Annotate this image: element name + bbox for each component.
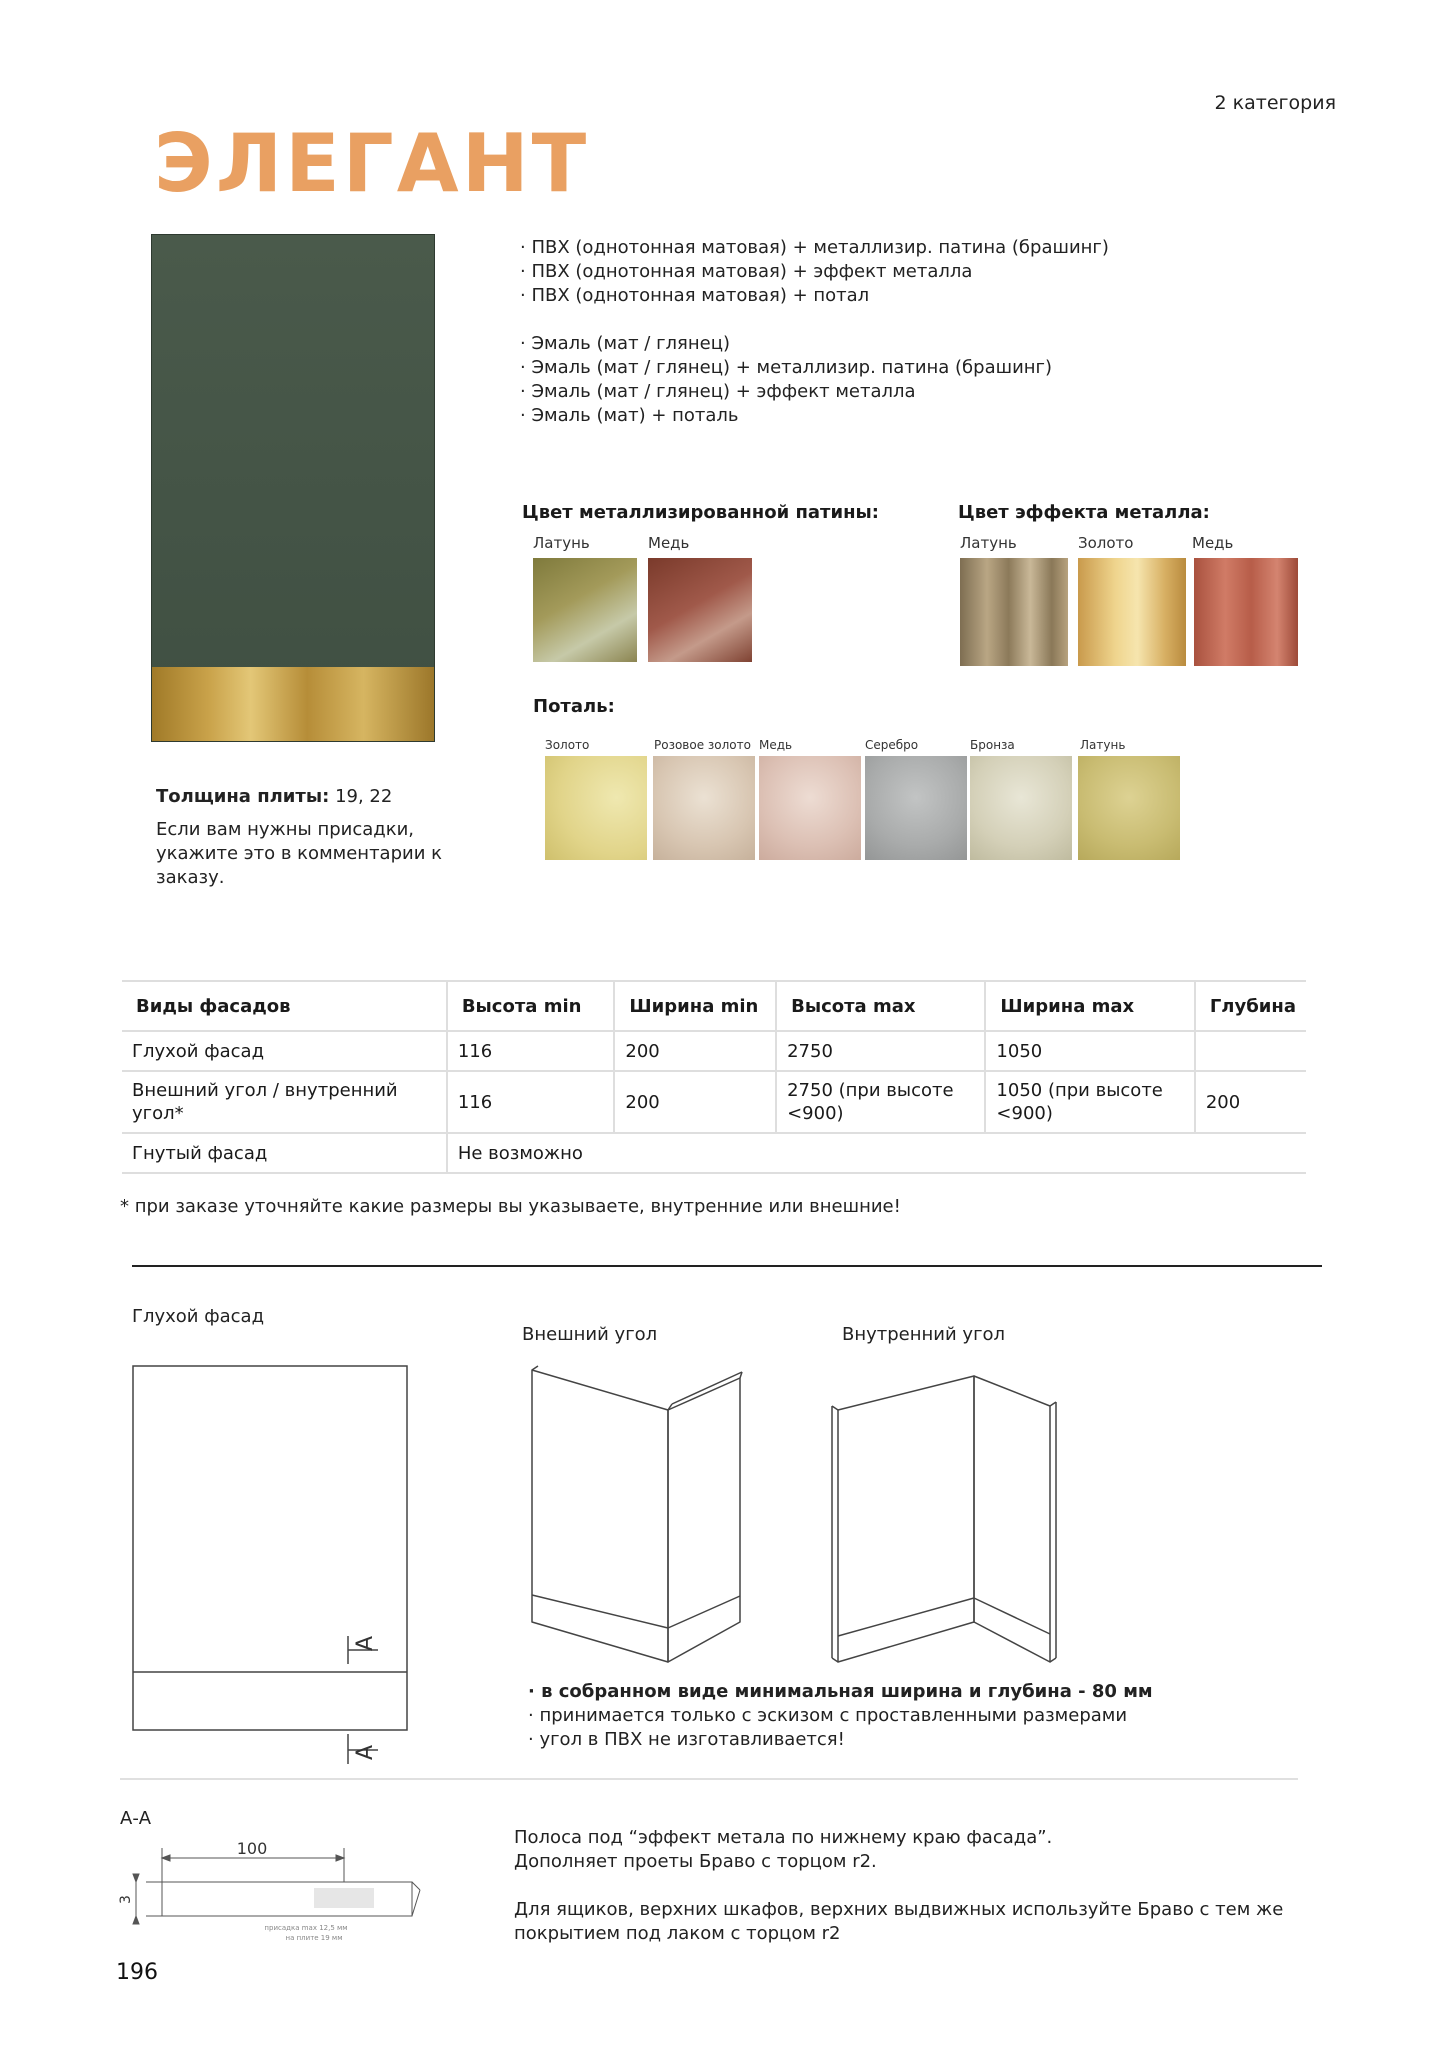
swatch-label: Золото xyxy=(1078,534,1134,552)
finish-option: · ПВХ (однотонная матовая) + металлизир. патина (брашинг) xyxy=(520,237,1109,258)
outer-corner-label: Внешний угол xyxy=(522,1324,658,1345)
finish-option: · ПВХ (однотонная матовая) + потал xyxy=(520,285,870,306)
drill-note: присадка max 12,5 мм xyxy=(264,1924,348,1932)
silver-potal-swatch xyxy=(865,756,967,860)
table-row xyxy=(122,1071,1306,1133)
swatch-label: Медь xyxy=(1192,534,1234,552)
column-header: Глубина xyxy=(1195,981,1306,1031)
finish-options-list xyxy=(520,236,1109,428)
thickness-value: 19, 22 xyxy=(329,786,393,807)
strip-note-line: Полоса под “эффект метала по нижнему краю фасада”. xyxy=(514,1827,1053,1848)
rose-gold-potal-swatch xyxy=(653,756,755,860)
thickness-info xyxy=(156,786,392,807)
divider xyxy=(132,1265,1322,1267)
column-header: Высота max xyxy=(776,981,985,1031)
swatch-label: Медь xyxy=(648,534,690,552)
swatch-label: Латунь xyxy=(533,534,590,552)
potal-title: Поталь: xyxy=(533,696,615,717)
table-cell: 116 xyxy=(447,1031,615,1071)
table-row xyxy=(122,1031,1306,1071)
table-cell: 200 xyxy=(1195,1071,1306,1133)
brass-patina-swatch xyxy=(533,558,637,662)
strip-note-line: Для ящиков, верхних шкафов, верхних выдвижных используйте Браво с тем же xyxy=(514,1899,1284,1920)
finish-option: · Эмаль (мат) + поталь xyxy=(520,405,739,426)
section-mark: A xyxy=(353,1744,378,1760)
gold-potal-swatch xyxy=(545,756,647,860)
metal-effect-title: Цвет эффекта металла: xyxy=(958,502,1210,523)
section-mark: A xyxy=(353,1635,378,1651)
brass-potal-swatch xyxy=(1078,756,1180,860)
blind-facade-label: Глухой фасад xyxy=(132,1306,265,1327)
table-cell: 200 xyxy=(614,1031,776,1071)
swatch-label: Латунь xyxy=(1080,738,1126,752)
copper-metal-swatch xyxy=(1194,558,1298,666)
footnote: * при заказе уточняйте какие размеры вы указываете, внутренние или внешние! xyxy=(120,1196,901,1217)
finish-option: · ПВХ (однотонная матовая) + эффект металла xyxy=(520,261,973,282)
table-cell: Гнутый фасад xyxy=(122,1133,447,1173)
drill-note: на плите 19 мм xyxy=(285,1934,343,1942)
table-cell: 2750 (при высоте <900) xyxy=(776,1071,985,1133)
column-header: Виды фасадов xyxy=(122,981,447,1031)
table-cell: 1050 (при высоте <900) xyxy=(985,1071,1194,1133)
swatch-label: Розовое золото xyxy=(654,738,751,752)
facade-sample-image xyxy=(151,234,435,742)
drilling-note: Если вам нужны присадки, укажите это в комментарии к заказу. xyxy=(156,819,442,888)
dimension-height: 3 xyxy=(118,1895,134,1904)
divider xyxy=(120,1778,1298,1780)
bronze-potal-swatch xyxy=(970,756,1072,860)
table-cell: 1050 xyxy=(985,1031,1194,1071)
copper-potal-swatch xyxy=(759,756,861,860)
table-header-row xyxy=(122,981,1306,1031)
table-cell: 116 xyxy=(447,1071,615,1133)
corner-notes xyxy=(528,1680,1153,1752)
swatch-label: Серебро xyxy=(865,738,919,752)
table-cell: 200 xyxy=(614,1071,776,1133)
outer-corner-drawing xyxy=(520,1360,760,1680)
finish-option: · Эмаль (мат / глянец) + металлизир. патина (брашинг) xyxy=(520,357,1053,378)
facade-spec-table xyxy=(122,980,1306,1174)
metal-effect-strip xyxy=(152,667,434,741)
thickness-label: Толщина плиты: xyxy=(156,786,330,807)
corner-note: · угол в ПВХ не изготавливается! xyxy=(528,1729,845,1750)
column-header: Ширина min xyxy=(614,981,776,1031)
swatch-label: Медь xyxy=(759,738,793,752)
section-title: А-А xyxy=(120,1808,152,1829)
table-cell: Глухой фасад xyxy=(122,1031,447,1071)
finish-option: · Эмаль (мат / глянец) xyxy=(520,333,730,354)
category-label: 2 категория xyxy=(1214,92,1336,114)
strip-note-line: покрытием под лаком с торцом r2 xyxy=(514,1923,841,1944)
inner-corner-drawing xyxy=(824,1360,1074,1680)
finish-option: · Эмаль (мат / глянец) + эффект металла xyxy=(520,381,916,402)
gold-metal-swatch xyxy=(1078,558,1186,666)
swatch-label: Золото xyxy=(545,738,590,752)
table-cell: 2750 xyxy=(776,1031,985,1071)
page-title: ЭЛЕГАНТ xyxy=(154,117,590,210)
column-header: Ширина max xyxy=(985,981,1194,1031)
swatch-label: Латунь xyxy=(960,534,1017,552)
corner-note-strong: · в собранном виде минимальная ширина и глубина - 80 мм xyxy=(528,1681,1153,1702)
patina-title: Цвет металлизированной патины: xyxy=(522,502,879,523)
blind-facade-drawing xyxy=(120,1350,440,1770)
inner-corner-label: Внутренний угол xyxy=(842,1324,1006,1345)
table-cell: Не возможно xyxy=(447,1133,1306,1173)
dimension-width: 100 xyxy=(236,1839,268,1858)
section-aa-drawing xyxy=(116,1828,446,1958)
table-cell xyxy=(1195,1031,1306,1071)
brass-metal-swatch xyxy=(960,558,1068,666)
copper-patina-swatch xyxy=(648,558,752,662)
table-cell: Внешний угол / внутренний угол* xyxy=(122,1071,447,1133)
page-number: 196 xyxy=(116,1960,158,1985)
corner-note: · принимается только с эскизом с проставленными размерами xyxy=(528,1705,1128,1726)
column-header: Высота min xyxy=(447,981,615,1031)
table-row xyxy=(122,1133,1306,1173)
strip-note-line: Дополняет проеты Браво с торцом r2. xyxy=(514,1851,877,1872)
strip-note xyxy=(514,1826,1283,1946)
swatch-label: Бронза xyxy=(970,738,1015,752)
